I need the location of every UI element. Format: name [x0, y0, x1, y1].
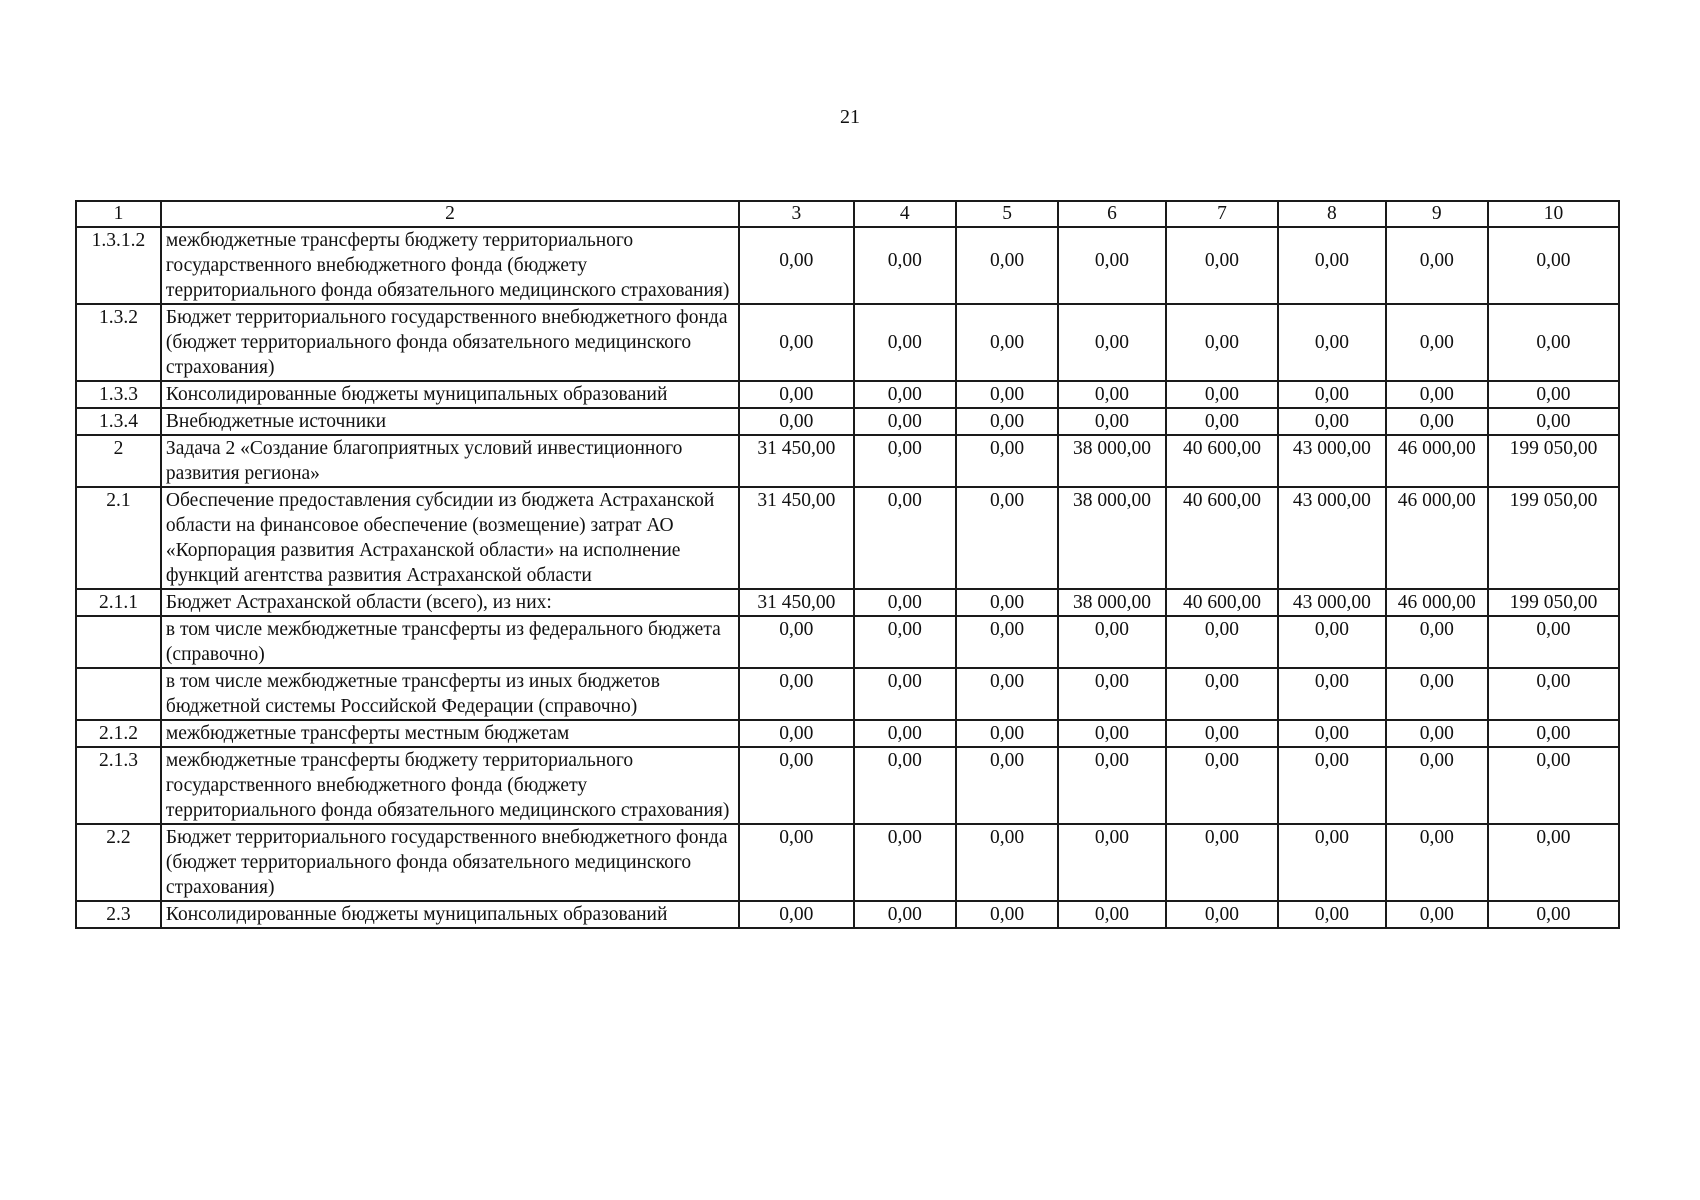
value-cell: 0,00 [1166, 304, 1279, 381]
table-row [76, 747, 1619, 824]
row-name: в том числе межбюджетные трансферты из федерального бюджета (справочно) [161, 616, 739, 668]
value-cell: 0,00 [739, 408, 854, 435]
row-code: 2.1.1 [76, 589, 161, 616]
value-cell: 0,00 [739, 901, 854, 928]
value-cell: 0,00 [1166, 616, 1279, 668]
value-cell: 0,00 [1278, 304, 1385, 381]
value-cell: 0,00 [854, 901, 956, 928]
value-cell: 0,00 [1488, 304, 1619, 381]
value-cell: 0,00 [739, 304, 854, 381]
column-header: 8 [1278, 201, 1385, 227]
column-header: 2 [161, 201, 739, 227]
table-row [76, 616, 1619, 668]
value-cell: 0,00 [956, 227, 1058, 304]
column-header: 4 [854, 201, 956, 227]
value-cell: 0,00 [956, 435, 1058, 487]
value-cell: 0,00 [1488, 408, 1619, 435]
column-header: 1 [76, 201, 161, 227]
value-cell: 38 000,00 [1058, 435, 1165, 487]
value-cell: 43 000,00 [1278, 487, 1385, 589]
value-cell: 0,00 [956, 589, 1058, 616]
column-header: 3 [739, 201, 854, 227]
value-cell: 31 450,00 [739, 435, 854, 487]
table-row [76, 901, 1619, 928]
value-cell: 0,00 [1488, 381, 1619, 408]
value-cell: 0,00 [956, 668, 1058, 720]
value-cell: 0,00 [1058, 720, 1165, 747]
value-cell: 199 050,00 [1488, 487, 1619, 589]
row-name: межбюджетные трансферты бюджету территориального государственного внебюджетного фонда (бюджету территориального фонда обязательного медицинского страхования) [161, 227, 739, 304]
row-name: Консолидированные бюджеты муниципальных образований [161, 381, 739, 408]
value-cell: 0,00 [1386, 304, 1488, 381]
value-cell: 0,00 [1386, 720, 1488, 747]
value-cell: 0,00 [1058, 824, 1165, 901]
value-cell: 0,00 [739, 381, 854, 408]
table-row [76, 589, 1619, 616]
value-cell: 0,00 [956, 616, 1058, 668]
value-cell: 0,00 [854, 227, 956, 304]
value-cell: 199 050,00 [1488, 589, 1619, 616]
value-cell: 0,00 [1166, 720, 1279, 747]
column-header: 7 [1166, 201, 1279, 227]
value-cell: 0,00 [1058, 304, 1165, 381]
value-cell: 0,00 [854, 589, 956, 616]
row-code: 2 [76, 435, 161, 487]
table-row [76, 381, 1619, 408]
value-cell: 0,00 [1166, 381, 1279, 408]
value-cell: 0,00 [956, 901, 1058, 928]
value-cell: 0,00 [956, 408, 1058, 435]
value-cell: 0,00 [1386, 227, 1488, 304]
row-code [76, 616, 161, 668]
value-cell: 31 450,00 [739, 487, 854, 589]
value-cell: 0,00 [854, 381, 956, 408]
value-cell: 0,00 [854, 747, 956, 824]
row-code: 2.1.2 [76, 720, 161, 747]
value-cell: 0,00 [956, 487, 1058, 589]
value-cell: 46 000,00 [1386, 435, 1488, 487]
value-cell: 0,00 [1488, 720, 1619, 747]
value-cell: 0,00 [739, 747, 854, 824]
value-cell: 40 600,00 [1166, 589, 1279, 616]
row-code [76, 668, 161, 720]
value-cell: 0,00 [1386, 616, 1488, 668]
value-cell: 43 000,00 [1278, 589, 1385, 616]
table-row [76, 668, 1619, 720]
value-cell: 0,00 [1166, 227, 1279, 304]
value-cell: 0,00 [1058, 616, 1165, 668]
value-cell: 0,00 [1386, 668, 1488, 720]
row-name: Задача 2 «Создание благоприятных условий инвестиционного развития региона» [161, 435, 739, 487]
page-number: 21 [840, 106, 860, 128]
row-name: межбюджетные трансферты бюджету территориального государственного внебюджетного фонда (бюджету территориального фонда обязательного медицинского страхования) [161, 747, 739, 824]
table-row [76, 824, 1619, 901]
value-cell: 0,00 [1278, 747, 1385, 824]
row-code: 2.2 [76, 824, 161, 901]
value-cell: 0,00 [1278, 616, 1385, 668]
row-name: Бюджет Астраханской области (всего), из них: [161, 589, 739, 616]
value-cell: 0,00 [1386, 381, 1488, 408]
value-cell: 0,00 [1166, 901, 1279, 928]
budget-table [75, 200, 1620, 929]
value-cell: 0,00 [956, 747, 1058, 824]
value-cell: 0,00 [1488, 616, 1619, 668]
value-cell: 0,00 [854, 720, 956, 747]
value-cell: 46 000,00 [1386, 487, 1488, 589]
row-name: Бюджет территориального государственного внебюджетного фонда (бюджет территориального фонда обязательного медицинского страхования) [161, 304, 739, 381]
value-cell: 43 000,00 [1278, 435, 1385, 487]
value-cell: 0,00 [854, 487, 956, 589]
value-cell: 0,00 [1278, 408, 1385, 435]
value-cell: 0,00 [854, 824, 956, 901]
value-cell: 0,00 [854, 668, 956, 720]
row-name: Консолидированные бюджеты муниципальных образований [161, 901, 739, 928]
row-code: 2.1.3 [76, 747, 161, 824]
value-cell: 0,00 [739, 668, 854, 720]
value-cell: 0,00 [1386, 747, 1488, 824]
value-cell: 0,00 [739, 227, 854, 304]
value-cell: 0,00 [1058, 747, 1165, 824]
value-cell: 0,00 [956, 720, 1058, 747]
value-cell: 0,00 [1488, 901, 1619, 928]
row-code: 1.3.4 [76, 408, 161, 435]
value-cell: 0,00 [956, 381, 1058, 408]
value-cell: 0,00 [1488, 668, 1619, 720]
row-code: 2.1 [76, 487, 161, 589]
value-cell: 0,00 [1278, 668, 1385, 720]
value-cell: 0,00 [1058, 408, 1165, 435]
value-cell: 38 000,00 [1058, 487, 1165, 589]
value-cell: 0,00 [1166, 747, 1279, 824]
table-row [76, 304, 1619, 381]
value-cell: 0,00 [1166, 408, 1279, 435]
value-cell: 0,00 [1278, 824, 1385, 901]
value-cell: 0,00 [956, 304, 1058, 381]
value-cell: 0,00 [739, 720, 854, 747]
value-cell: 0,00 [1058, 381, 1165, 408]
column-header: 10 [1488, 201, 1619, 227]
value-cell: 0,00 [1058, 901, 1165, 928]
value-cell: 0,00 [1278, 227, 1385, 304]
row-code: 1.3.2 [76, 304, 161, 381]
value-cell: 0,00 [1278, 381, 1385, 408]
value-cell: 0,00 [956, 824, 1058, 901]
table-row [76, 487, 1619, 589]
table-header-row [76, 201, 1619, 227]
value-cell: 0,00 [739, 616, 854, 668]
value-cell: 0,00 [854, 408, 956, 435]
row-code: 2.3 [76, 901, 161, 928]
value-cell: 0,00 [739, 824, 854, 901]
row-name: Обеспечение предоставления субсидии из бюджета Астраханской области на финансовое обеспечение (возмещение) затрат АО «Корпорация развития Астраханской области» на исполнение функций агентства развития Астраханской области [161, 487, 739, 589]
row-code: 1.3.3 [76, 381, 161, 408]
value-cell: 0,00 [1058, 668, 1165, 720]
row-code: 1.3.1.2 [76, 227, 161, 304]
table-row [76, 720, 1619, 747]
value-cell: 0,00 [1386, 824, 1488, 901]
value-cell: 46 000,00 [1386, 589, 1488, 616]
row-name: межбюджетные трансферты местным бюджетам [161, 720, 739, 747]
value-cell: 40 600,00 [1166, 435, 1279, 487]
table-row [76, 435, 1619, 487]
value-cell: 0,00 [1488, 747, 1619, 824]
value-cell: 0,00 [854, 616, 956, 668]
value-cell: 0,00 [1278, 901, 1385, 928]
value-cell: 40 600,00 [1166, 487, 1279, 589]
value-cell: 0,00 [1386, 408, 1488, 435]
value-cell: 31 450,00 [739, 589, 854, 616]
row-name: в том числе межбюджетные трансферты из иных бюджетов бюджетной системы Российской Федерации (справочно) [161, 668, 739, 720]
column-header: 6 [1058, 201, 1165, 227]
value-cell: 0,00 [854, 304, 956, 381]
value-cell: 38 000,00 [1058, 589, 1165, 616]
value-cell: 0,00 [1058, 227, 1165, 304]
value-cell: 0,00 [1386, 901, 1488, 928]
value-cell: 199 050,00 [1488, 435, 1619, 487]
table-row [76, 227, 1619, 304]
column-header: 5 [956, 201, 1058, 227]
value-cell: 0,00 [1278, 720, 1385, 747]
row-name: Внебюджетные источники [161, 408, 739, 435]
value-cell: 0,00 [1166, 668, 1279, 720]
value-cell: 0,00 [854, 435, 956, 487]
value-cell: 0,00 [1488, 227, 1619, 304]
row-name: Бюджет территориального государственного внебюджетного фонда (бюджет территориального фонда обязательного медицинского страхования) [161, 824, 739, 901]
value-cell: 0,00 [1488, 824, 1619, 901]
value-cell: 0,00 [1166, 824, 1279, 901]
table-row [76, 408, 1619, 435]
column-header: 9 [1386, 201, 1488, 227]
